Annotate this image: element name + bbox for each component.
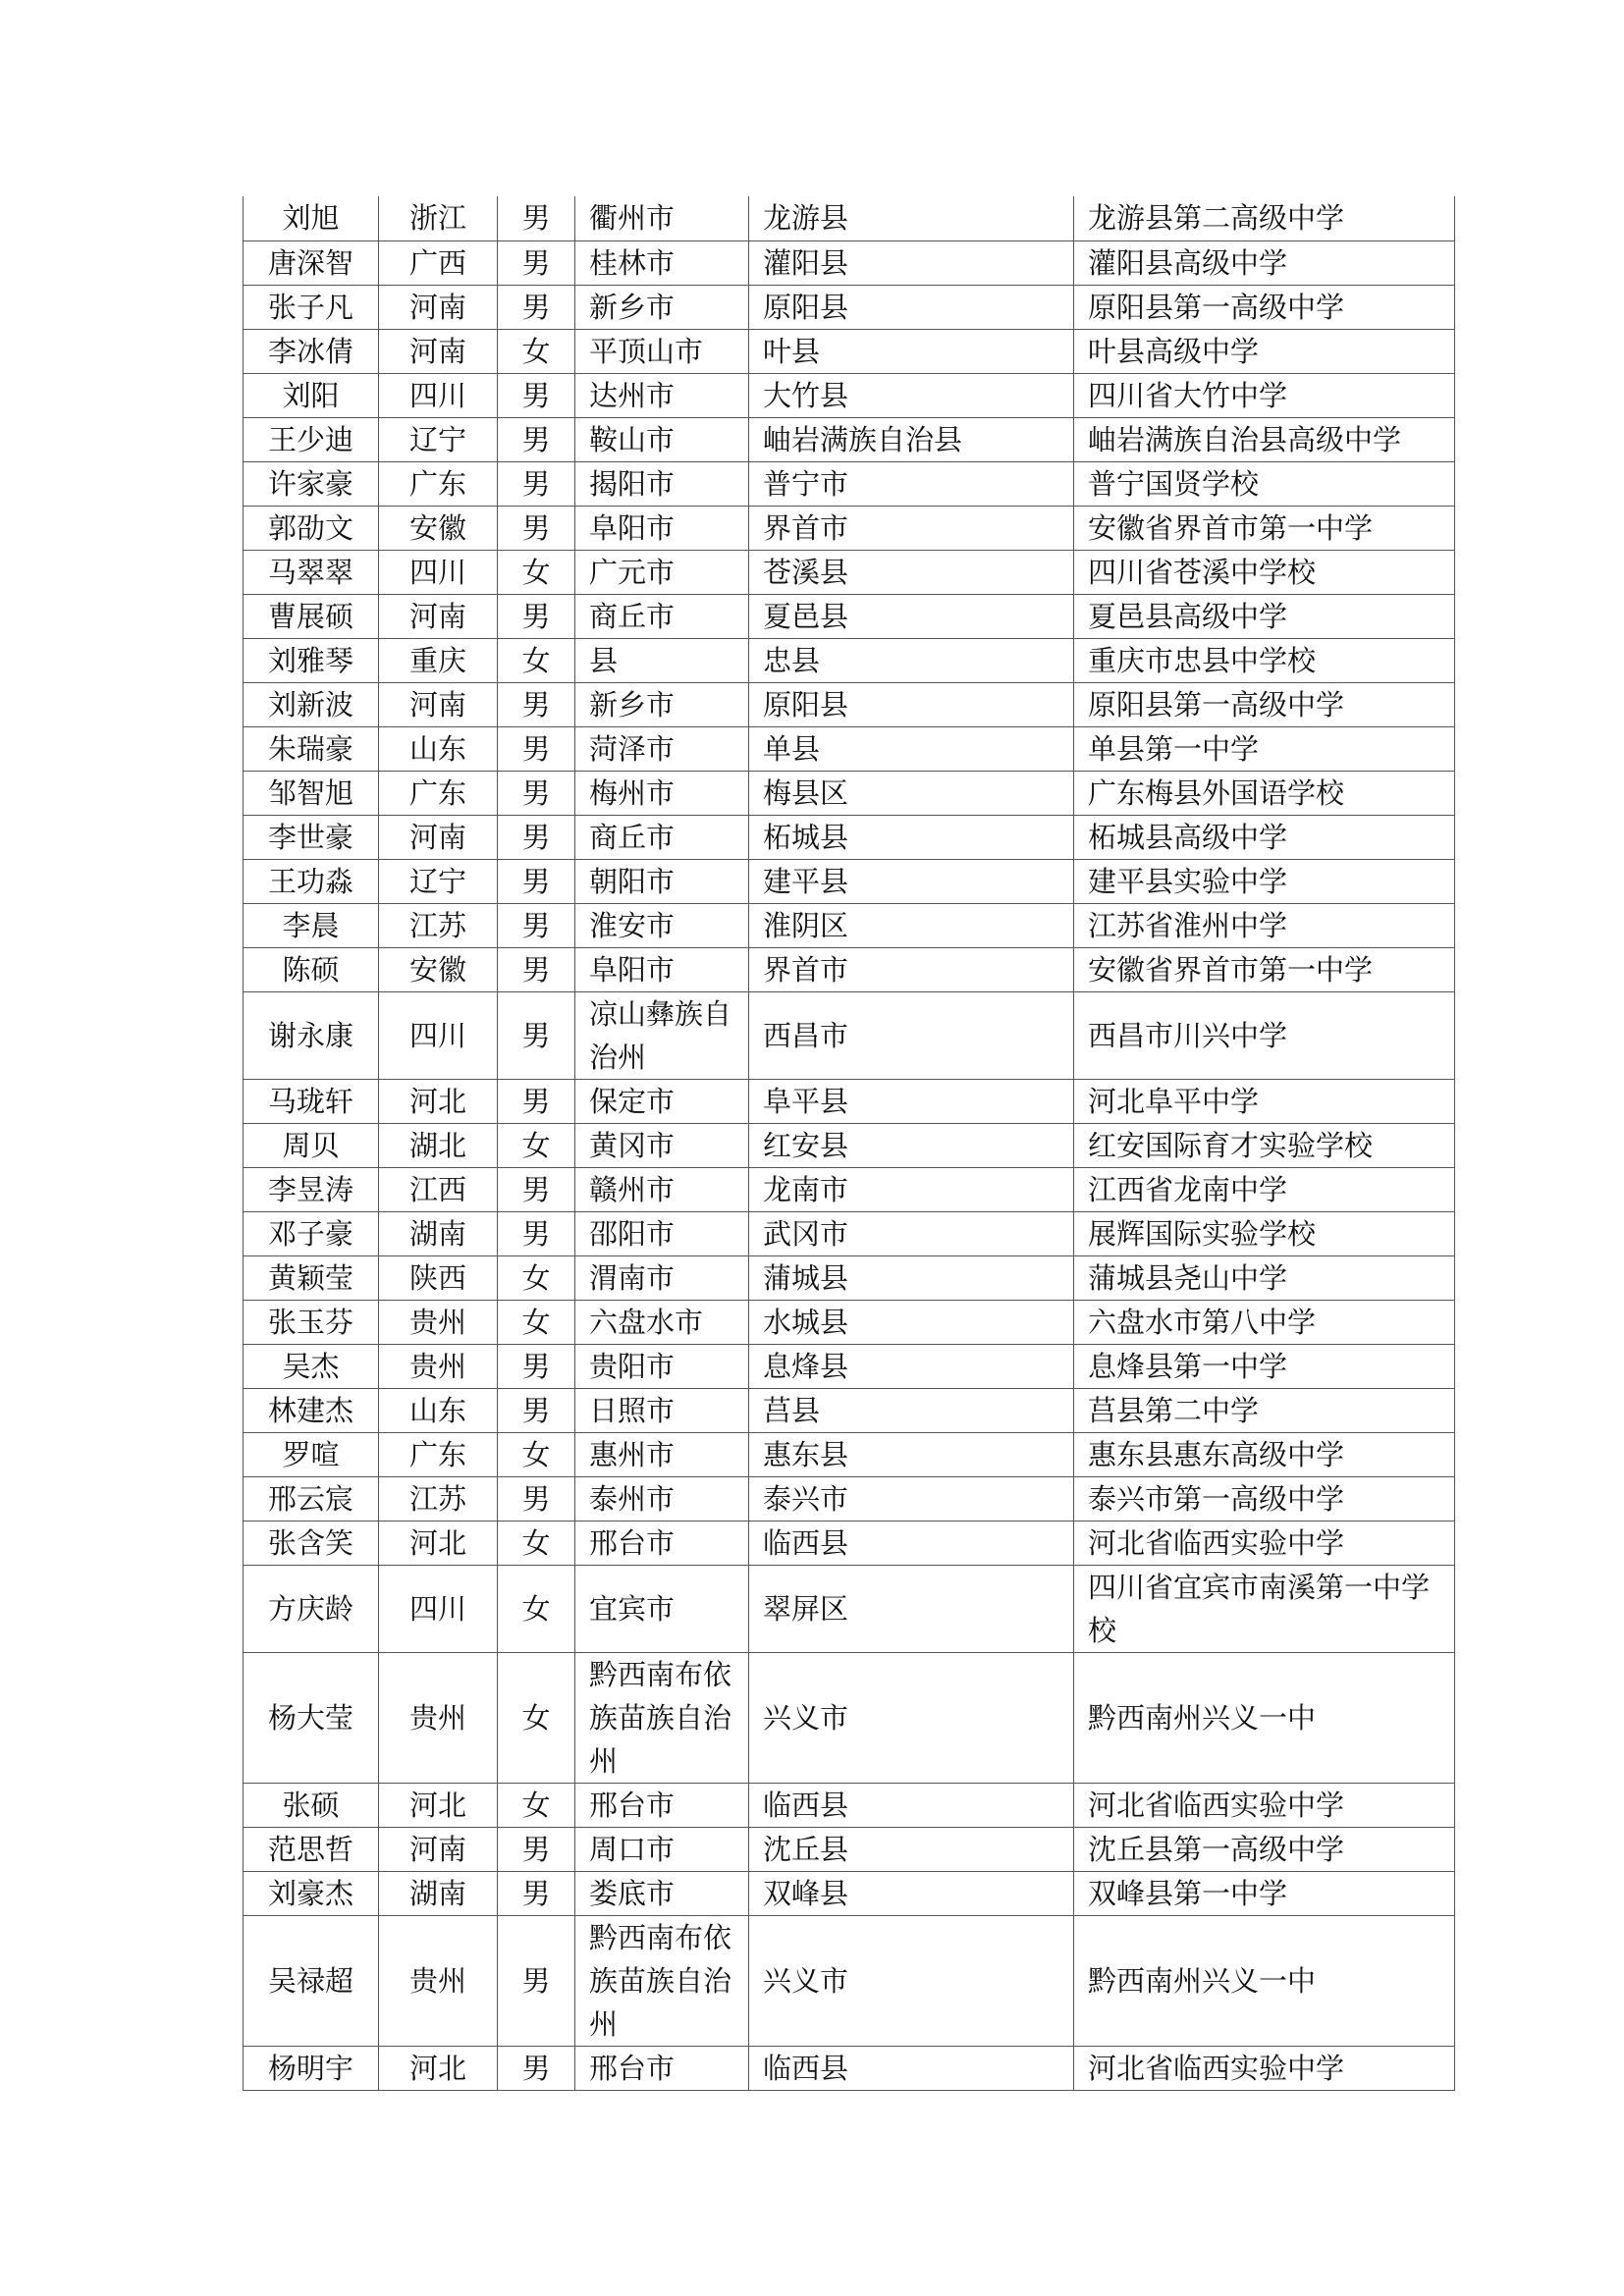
province-cell: 湖南: [379, 1211, 498, 1255]
county-cell: 武冈市: [749, 1211, 1074, 1255]
city-cell: 新乡市: [575, 285, 749, 329]
school-cell: 普宁国贤学校: [1074, 461, 1455, 506]
gender-cell: 男: [498, 594, 575, 638]
school-cell: 安徽省界首市第一中学: [1074, 506, 1455, 550]
gender-cell: 男: [498, 859, 575, 903]
county-cell: 龙游县: [749, 196, 1074, 240]
gender-cell: 男: [498, 2046, 575, 2090]
school-cell: 四川省苍溪中学校: [1074, 550, 1455, 594]
county-cell: 龙南市: [749, 1167, 1074, 1211]
city-cell: 贵阳市: [575, 1344, 749, 1388]
school-cell: 柘城县高级中学: [1074, 815, 1455, 859]
name-cell: 吴禄超: [244, 1915, 379, 2046]
province-cell: 河北: [379, 1521, 498, 1565]
table-row: [244, 550, 1455, 594]
school-cell: 建平县实验中学: [1074, 859, 1455, 903]
province-cell: 江西: [379, 1167, 498, 1211]
city-cell: 渭南市: [575, 1255, 749, 1300]
province-cell: 浙江: [379, 196, 498, 240]
name-cell: 马珑轩: [244, 1079, 379, 1123]
county-cell: 蒲城县: [749, 1255, 1074, 1300]
name-cell: 郭劭文: [244, 506, 379, 550]
county-cell: 翠屏区: [749, 1565, 1074, 1652]
school-cell: 龙游县第二高级中学: [1074, 196, 1455, 240]
city-cell: 邢台市: [575, 1783, 749, 1827]
table-row: [244, 1123, 1455, 1167]
province-cell: 安徽: [379, 506, 498, 550]
table-row: [244, 1079, 1455, 1123]
table-row: [244, 329, 1455, 373]
name-cell: 张子凡: [244, 285, 379, 329]
gender-cell: 女: [498, 1521, 575, 1565]
table-row: [244, 506, 1455, 550]
county-cell: 普宁市: [749, 461, 1074, 506]
province-cell: 陕西: [379, 1255, 498, 1300]
city-cell: 邢台市: [575, 2046, 749, 2090]
city-cell: 平顶山市: [575, 329, 749, 373]
county-cell: 西昌市: [749, 991, 1074, 1079]
county-cell: 兴义市: [749, 1652, 1074, 1783]
province-cell: 四川: [379, 991, 498, 1079]
table-row: [244, 859, 1455, 903]
province-cell: 四川: [379, 373, 498, 417]
city-cell: 惠州市: [575, 1432, 749, 1476]
county-cell: 沈丘县: [749, 1827, 1074, 1871]
province-cell: 山东: [379, 726, 498, 771]
name-cell: 刘阳: [244, 373, 379, 417]
city-cell: 朝阳市: [575, 859, 749, 903]
city-cell: 凉山彝族自治州: [575, 991, 749, 1079]
gender-cell: 男: [498, 1344, 575, 1388]
name-cell: 杨大莹: [244, 1652, 379, 1783]
table-row: [244, 947, 1455, 991]
student-table: [243, 196, 1455, 2091]
school-cell: 沈丘县第一高级中学: [1074, 1827, 1455, 1871]
city-cell: 阜阳市: [575, 947, 749, 991]
county-cell: 大竹县: [749, 373, 1074, 417]
table-row: [244, 638, 1455, 682]
county-cell: 单县: [749, 726, 1074, 771]
school-cell: 双峰县第一中学: [1074, 1871, 1455, 1915]
table-row: [244, 1167, 1455, 1211]
gender-cell: 男: [498, 726, 575, 771]
table-row: [244, 1783, 1455, 1827]
gender-cell: 男: [498, 1915, 575, 2046]
table-row: [244, 815, 1455, 859]
county-cell: 水城县: [749, 1300, 1074, 1344]
county-cell: 岫岩满族自治县: [749, 417, 1074, 461]
table-row: [244, 1565, 1455, 1652]
city-cell: 周口市: [575, 1827, 749, 1871]
table-row: [244, 285, 1455, 329]
province-cell: 河北: [379, 1079, 498, 1123]
name-cell: 张硕: [244, 1783, 379, 1827]
school-cell: 原阳县第一高级中学: [1074, 682, 1455, 726]
province-cell: 辽宁: [379, 859, 498, 903]
table-row: [244, 373, 1455, 417]
table-row: [244, 991, 1455, 1079]
table-row: [244, 1476, 1455, 1521]
city-cell: 揭阳市: [575, 461, 749, 506]
school-cell: 广东梅县外国语学校: [1074, 771, 1455, 815]
gender-cell: 男: [498, 815, 575, 859]
school-cell: 惠东县惠东高级中学: [1074, 1432, 1455, 1476]
province-cell: 山东: [379, 1388, 498, 1432]
city-cell: 菏泽市: [575, 726, 749, 771]
school-cell: 河北省临西实验中学: [1074, 1783, 1455, 1827]
city-cell: 邢台市: [575, 1521, 749, 1565]
student-table-body: [244, 196, 1455, 2090]
province-cell: 湖南: [379, 1871, 498, 1915]
gender-cell: 男: [498, 947, 575, 991]
province-cell: 重庆: [379, 638, 498, 682]
school-cell: 重庆市忠县中学校: [1074, 638, 1455, 682]
province-cell: 贵州: [379, 1652, 498, 1783]
gender-cell: 男: [498, 240, 575, 285]
city-cell: 县: [575, 638, 749, 682]
province-cell: 河南: [379, 1827, 498, 1871]
table-row: [244, 1432, 1455, 1476]
city-cell: 日照市: [575, 1388, 749, 1432]
province-cell: 河南: [379, 285, 498, 329]
table-row: [244, 2046, 1455, 2090]
table-row: [244, 1388, 1455, 1432]
province-cell: 广西: [379, 240, 498, 285]
name-cell: 陈硕: [244, 947, 379, 991]
gender-cell: 男: [498, 1167, 575, 1211]
name-cell: 林建杰: [244, 1388, 379, 1432]
name-cell: 刘旭: [244, 196, 379, 240]
school-cell: 莒县第二中学: [1074, 1388, 1455, 1432]
city-cell: 邵阳市: [575, 1211, 749, 1255]
province-cell: 湖北: [379, 1123, 498, 1167]
school-cell: 西昌市川兴中学: [1074, 991, 1455, 1079]
name-cell: 张玉芬: [244, 1300, 379, 1344]
city-cell: 赣州市: [575, 1167, 749, 1211]
city-cell: 保定市: [575, 1079, 749, 1123]
city-cell: 新乡市: [575, 682, 749, 726]
school-cell: 江苏省淮州中学: [1074, 903, 1455, 947]
name-cell: 曹展硕: [244, 594, 379, 638]
city-cell: 广元市: [575, 550, 749, 594]
name-cell: 李世豪: [244, 815, 379, 859]
city-cell: 淮安市: [575, 903, 749, 947]
name-cell: 马翠翠: [244, 550, 379, 594]
county-cell: 兴义市: [749, 1915, 1074, 2046]
gender-cell: 女: [498, 1783, 575, 1827]
gender-cell: 女: [498, 329, 575, 373]
city-cell: 衢州市: [575, 196, 749, 240]
name-cell: 刘新波: [244, 682, 379, 726]
province-cell: 贵州: [379, 1915, 498, 2046]
school-cell: 安徽省界首市第一中学: [1074, 947, 1455, 991]
province-cell: 安徽: [379, 947, 498, 991]
county-cell: 建平县: [749, 859, 1074, 903]
city-cell: 娄底市: [575, 1871, 749, 1915]
table-row: [244, 903, 1455, 947]
province-cell: 江苏: [379, 903, 498, 947]
name-cell: 朱瑞豪: [244, 726, 379, 771]
city-cell: 黔西南布依族苗族自治州: [575, 1915, 749, 2046]
school-cell: 河北省临西实验中学: [1074, 1521, 1455, 1565]
province-cell: 四川: [379, 550, 498, 594]
gender-cell: 男: [498, 373, 575, 417]
name-cell: 刘雅琴: [244, 638, 379, 682]
city-cell: 黔西南布依族苗族自治州: [575, 1652, 749, 1783]
city-cell: 六盘水市: [575, 1300, 749, 1344]
gender-cell: 男: [498, 1079, 575, 1123]
table-row: [244, 196, 1455, 240]
city-cell: 阜阳市: [575, 506, 749, 550]
gender-cell: 男: [498, 1871, 575, 1915]
table-row: [244, 1521, 1455, 1565]
gender-cell: 男: [498, 1476, 575, 1521]
gender-cell: 男: [498, 506, 575, 550]
province-cell: 河南: [379, 594, 498, 638]
city-cell: 黄冈市: [575, 1123, 749, 1167]
table-row: [244, 682, 1455, 726]
county-cell: 淮阴区: [749, 903, 1074, 947]
county-cell: 叶县: [749, 329, 1074, 373]
city-cell: 商丘市: [575, 815, 749, 859]
name-cell: 周贝: [244, 1123, 379, 1167]
province-cell: 河南: [379, 815, 498, 859]
county-cell: 临西县: [749, 1521, 1074, 1565]
county-cell: 临西县: [749, 1783, 1074, 1827]
school-cell: 息烽县第一中学: [1074, 1344, 1455, 1388]
name-cell: 范思哲: [244, 1827, 379, 1871]
gender-cell: 男: [498, 461, 575, 506]
table-row: [244, 771, 1455, 815]
name-cell: 李晨: [244, 903, 379, 947]
province-cell: 河南: [379, 682, 498, 726]
school-cell: 四川省大竹中学: [1074, 373, 1455, 417]
name-cell: 谢永康: [244, 991, 379, 1079]
school-cell: 叶县高级中学: [1074, 329, 1455, 373]
table-row: [244, 1827, 1455, 1871]
school-cell: 黔西南州兴义一中: [1074, 1652, 1455, 1783]
name-cell: 刘豪杰: [244, 1871, 379, 1915]
county-cell: 界首市: [749, 947, 1074, 991]
name-cell: 邹智旭: [244, 771, 379, 815]
name-cell: 黄颖莹: [244, 1255, 379, 1300]
table-row: [244, 1255, 1455, 1300]
gender-cell: 男: [498, 991, 575, 1079]
name-cell: 许家豪: [244, 461, 379, 506]
gender-cell: 男: [498, 417, 575, 461]
city-cell: 泰州市: [575, 1476, 749, 1521]
county-cell: 原阳县: [749, 285, 1074, 329]
gender-cell: 女: [498, 1432, 575, 1476]
name-cell: 王功淼: [244, 859, 379, 903]
county-cell: 息烽县: [749, 1344, 1074, 1388]
gender-cell: 女: [498, 1123, 575, 1167]
city-cell: 桂林市: [575, 240, 749, 285]
school-cell: 展辉国际实验学校: [1074, 1211, 1455, 1255]
city-cell: 宜宾市: [575, 1565, 749, 1652]
school-cell: 河北省临西实验中学: [1074, 2046, 1455, 2090]
school-cell: 红安国际育才实验学校: [1074, 1123, 1455, 1167]
school-cell: 四川省宜宾市南溪第一中学校: [1074, 1565, 1455, 1652]
name-cell: 李昱涛: [244, 1167, 379, 1211]
province-cell: 贵州: [379, 1344, 498, 1388]
name-cell: 方庆龄: [244, 1565, 379, 1652]
province-cell: 辽宁: [379, 417, 498, 461]
school-cell: 单县第一中学: [1074, 726, 1455, 771]
table-row: [244, 1211, 1455, 1255]
name-cell: 杨明宇: [244, 2046, 379, 2090]
table-row: [244, 594, 1455, 638]
name-cell: 唐深智: [244, 240, 379, 285]
gender-cell: 女: [498, 1255, 575, 1300]
county-cell: 惠东县: [749, 1432, 1074, 1476]
gender-cell: 女: [498, 1300, 575, 1344]
gender-cell: 男: [498, 196, 575, 240]
city-cell: 商丘市: [575, 594, 749, 638]
county-cell: 柘城县: [749, 815, 1074, 859]
county-cell: 红安县: [749, 1123, 1074, 1167]
table-row: [244, 1344, 1455, 1388]
name-cell: 吴杰: [244, 1344, 379, 1388]
name-cell: 张含笑: [244, 1521, 379, 1565]
province-cell: 河南: [379, 329, 498, 373]
table-row: [244, 1915, 1455, 2046]
school-cell: 泰兴市第一高级中学: [1074, 1476, 1455, 1521]
province-cell: 河北: [379, 2046, 498, 2090]
county-cell: 夏邑县: [749, 594, 1074, 638]
province-cell: 广东: [379, 1432, 498, 1476]
table-row: [244, 1652, 1455, 1783]
school-cell: 原阳县第一高级中学: [1074, 285, 1455, 329]
county-cell: 苍溪县: [749, 550, 1074, 594]
county-cell: 阜平县: [749, 1079, 1074, 1123]
province-cell: 贵州: [379, 1300, 498, 1344]
school-cell: 夏邑县高级中学: [1074, 594, 1455, 638]
county-cell: 双峰县: [749, 1871, 1074, 1915]
city-cell: 鞍山市: [575, 417, 749, 461]
county-cell: 莒县: [749, 1388, 1074, 1432]
name-cell: 王少迪: [244, 417, 379, 461]
province-cell: 四川: [379, 1565, 498, 1652]
school-cell: 河北阜平中学: [1074, 1079, 1455, 1123]
gender-cell: 男: [498, 903, 575, 947]
county-cell: 灌阳县: [749, 240, 1074, 285]
county-cell: 临西县: [749, 2046, 1074, 2090]
name-cell: 邓子豪: [244, 1211, 379, 1255]
gender-cell: 男: [498, 285, 575, 329]
gender-cell: 男: [498, 1211, 575, 1255]
gender-cell: 男: [498, 771, 575, 815]
table-row: [244, 461, 1455, 506]
city-cell: 梅州市: [575, 771, 749, 815]
county-cell: 梅县区: [749, 771, 1074, 815]
table-row: [244, 726, 1455, 771]
city-cell: 达州市: [575, 373, 749, 417]
county-cell: 原阳县: [749, 682, 1074, 726]
school-cell: 六盘水市第八中学: [1074, 1300, 1455, 1344]
province-cell: 河北: [379, 1783, 498, 1827]
county-cell: 界首市: [749, 506, 1074, 550]
school-cell: 灌阳县高级中学: [1074, 240, 1455, 285]
gender-cell: 女: [498, 1565, 575, 1652]
gender-cell: 女: [498, 638, 575, 682]
table-row: [244, 417, 1455, 461]
school-cell: 岫岩满族自治县高级中学: [1074, 417, 1455, 461]
name-cell: 罗喧: [244, 1432, 379, 1476]
table-row: [244, 1300, 1455, 1344]
table-row: [244, 1871, 1455, 1915]
province-cell: 广东: [379, 461, 498, 506]
province-cell: 广东: [379, 771, 498, 815]
gender-cell: 男: [498, 1827, 575, 1871]
gender-cell: 男: [498, 682, 575, 726]
gender-cell: 女: [498, 1652, 575, 1783]
county-cell: 泰兴市: [749, 1476, 1074, 1521]
school-cell: 江西省龙南中学: [1074, 1167, 1455, 1211]
gender-cell: 男: [498, 1388, 575, 1432]
table-row: [244, 240, 1455, 285]
province-cell: 江苏: [379, 1476, 498, 1521]
school-cell: 蒲城县尧山中学: [1074, 1255, 1455, 1300]
county-cell: 忠县: [749, 638, 1074, 682]
name-cell: 李冰倩: [244, 329, 379, 373]
name-cell: 邢云宸: [244, 1476, 379, 1521]
school-cell: 黔西南州兴义一中: [1074, 1915, 1455, 2046]
gender-cell: 女: [498, 550, 575, 594]
